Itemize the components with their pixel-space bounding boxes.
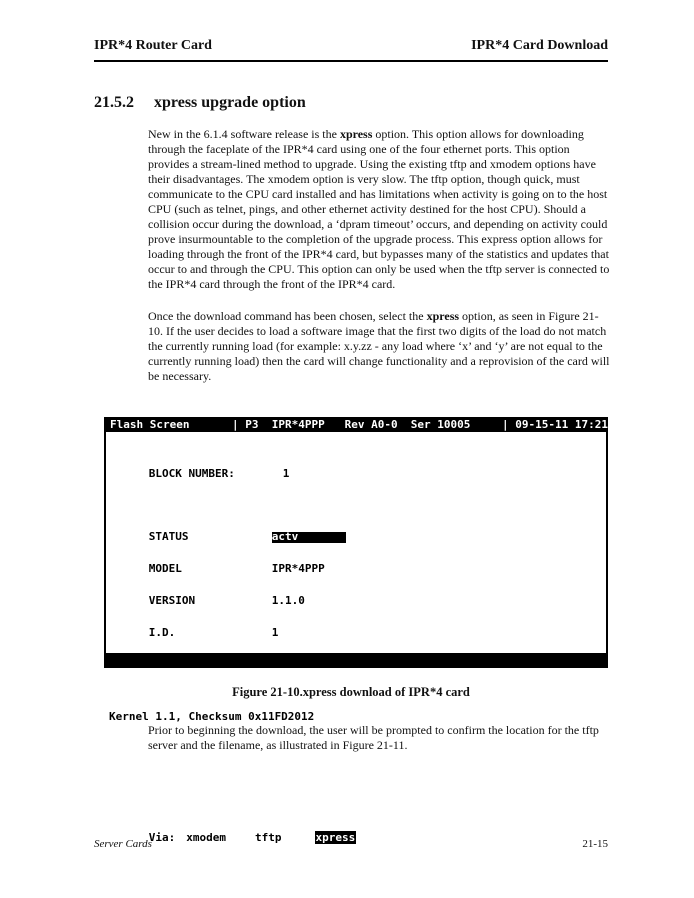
footer-page-number: 21-15: [582, 838, 608, 850]
via-option-xmodem[interactable]: xmodem: [186, 831, 226, 845]
section-title: xpress upgrade option: [154, 94, 306, 111]
via-label: Via:: [148, 831, 176, 845]
status-row: [109, 522, 606, 544]
model-value: IPR*4PPP: [271, 562, 325, 576]
id-row: [109, 617, 606, 639]
page-header: [94, 38, 608, 62]
via-option-xpress-selected[interactable]: xpress: [315, 831, 356, 845]
block-number-row: [109, 458, 606, 480]
block-number-value: 1: [282, 466, 290, 480]
menu-item-main[interactable]: Main: [248, 669, 276, 682]
paragraph-intro: [148, 127, 612, 292]
model-label: MODEL: [148, 562, 182, 576]
paragraph-prior-download: Prior to beginning the download, the user will be prompted to confirm the location for the tftp server and the filename, as illustrated in Figure 21-11.: [148, 723, 599, 752]
paragraph-text: option, as seen in Figure 21-10. If the user decides to load a software image that the first two digits of the load do not match the currently running load (for example: x.y.zz - any load where ‘x’ and ‘y’ are not equal to the currently running load) then the card will change functionality and a reprovision of the card will be necessary.: [148, 309, 610, 383]
terminal-screen-title: Flash Screen: [110, 418, 190, 431]
figure-caption: Figure 21-10.xpress download of IPR*4 card: [232, 685, 470, 699]
via-option-tftp[interactable]: tftp: [255, 831, 282, 845]
terminal-titlebar: [104, 417, 608, 432]
page-footer: [94, 838, 608, 850]
status-value-highlighted: actv: [272, 532, 346, 543]
block-number-label: BLOCK NUMBER:: [148, 466, 235, 480]
terminal-datetime: | 09-15-11 17:21: [502, 418, 608, 431]
terminal-card-info: | P3 IPR*4PPP Rev A0-0 Ser 10005: [232, 418, 471, 431]
section-heading: [94, 94, 608, 112]
header-left-title: IPR*4 Router Card: [94, 38, 212, 53]
version-value: 1.1.0: [271, 593, 305, 607]
paragraph-text: option. This option allows for downloading through the faceplate of the IPR*4 card using one of the four ethernet ports. This option provides a stream-lined method to upgrade. Using the existing tftp and xmodem options have their disadvantages. The xmodem option is very slow. The tftp option, though quick, must communicate to the CPU card installed and has limitations when activity is going on to the host CPU (such as telnet, pings, and other ethernet activity destined for the host CPU). Should a collision occur during the download, a ‘dpram timeout’ occurs, and depending on activity could prove insurmountable to the completion of the upgrade process. This express option allows for loading through the front of the IPR*4 card, but bypasses many of the statistics and updates that occur to and through the CPU. This option can only be used when the tftp server is connected to the IPR*4 card through the front of the IPR*4 card.: [148, 127, 610, 291]
paragraph-select-option: [148, 309, 612, 384]
xpress-keyword: xpress: [339, 127, 373, 141]
kernel-checksum-line: Kernel 1.1, Checksum 0x11FD2012: [109, 709, 315, 723]
menu-separator: |: [171, 669, 178, 682]
id-label: I.D.: [148, 625, 176, 639]
id-value: 1: [271, 625, 279, 639]
paragraph-text: New in the 6.1.4 software release is the: [148, 127, 340, 141]
status-label: STATUS: [148, 530, 189, 544]
version-label: VERSION: [148, 593, 196, 607]
chksum-label: CHKSUM: [148, 657, 189, 671]
blank-line: [109, 490, 606, 501]
paragraph-text: Once the download command has been chosen, select the: [148, 309, 427, 323]
xpress-keyword: xpress: [426, 309, 460, 323]
chksum-value: 0x11FD2012: [271, 657, 338, 671]
section-number: 21.5.2: [94, 94, 134, 111]
menu-item-copy[interactable]: Copy: [138, 669, 165, 682]
header-right-title: IPR*4 Card Download: [471, 38, 608, 53]
version-row: [109, 585, 606, 607]
menu-item-refresh[interactable]: Refresh: [183, 669, 230, 682]
footer-document-title: Server Cards: [94, 838, 152, 850]
model-row: [109, 554, 606, 576]
menu-separator: |: [235, 669, 243, 682]
